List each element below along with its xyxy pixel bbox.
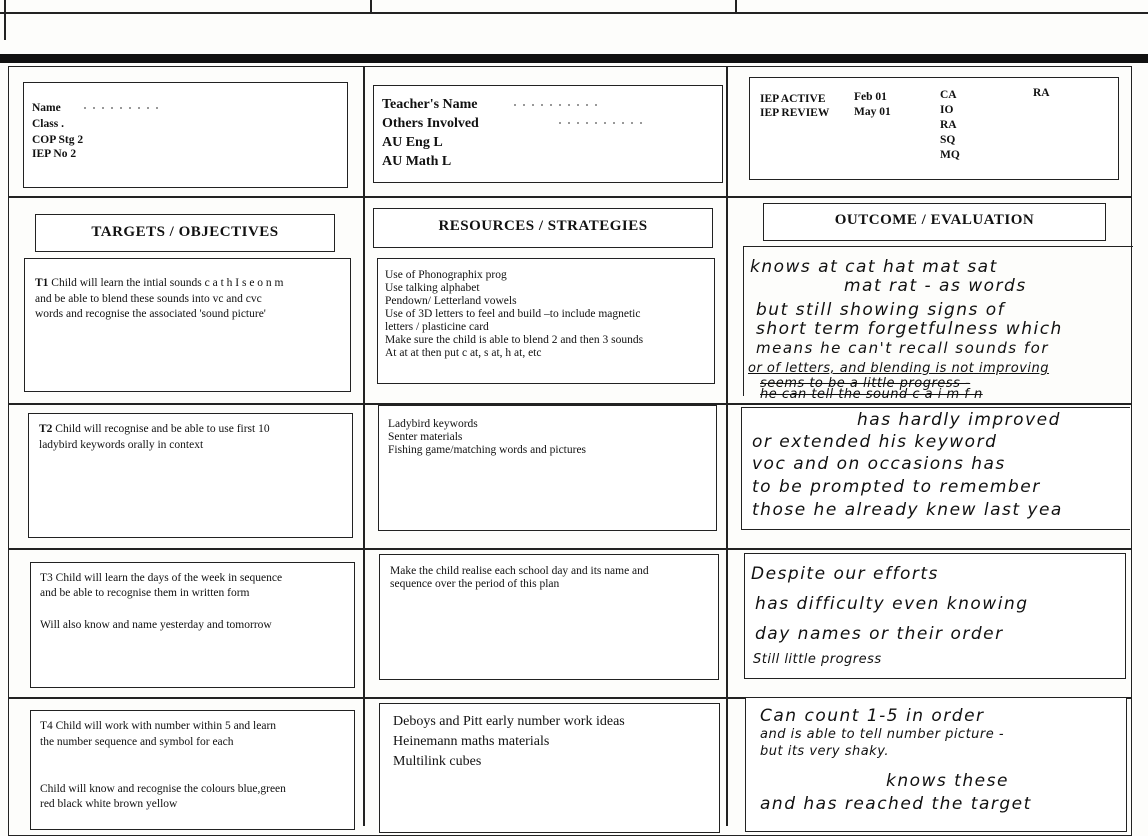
resource-item: Use talking alphabet [385,282,480,294]
row-divider-header [8,196,1132,198]
t3-outcome-line1: Despite our efforts [751,564,939,584]
class-label: Class . [32,118,64,130]
t4-target-line3: Child will know and recognise the colours blue,green [40,783,286,795]
t1-target-line2: and be able to blend these sounds into vc and cvc [35,293,262,305]
targets-header: TARGETS / OBJECTIVES [35,214,335,252]
t1-outcome-line4: short term forgetfulness which [756,319,1063,339]
column-divider-1 [363,66,365,826]
t4-outcome-line1: Can count 1-5 in order [760,706,985,726]
teacher-name-label: Teacher's Name [382,97,478,112]
iep-dates-box [749,77,1119,180]
row-divider-2 [8,548,1132,550]
resource-item: Deboys and Pitt early number work ideas [393,714,625,729]
outcome-header: OUTCOME / EVALUATION [763,203,1106,241]
resource-item: sequence over the period of this plan [390,578,560,590]
t1-outcome-line8: he can tell the sound c a i m f n [760,387,983,402]
t4-target-line2: the number sequence and symbol for each [40,736,234,748]
iep-active-label: IEP ACTIVE [760,93,826,105]
resource-item: At at at then put c at, s at, h at, etc [385,347,542,359]
t4-outcome-line4: knows these [886,771,1009,791]
student-info-box [23,82,348,188]
au-math-label: AU Math L [382,154,452,169]
redacted-teacher [514,104,604,106]
top-remnant-divider-1 [370,0,372,13]
mq-label: MQ [940,149,960,161]
name-label: Name [32,102,61,114]
t2-target-box [28,413,353,538]
resource-item: Ladybird keywords [388,418,478,430]
t3-outcome-line3: day names or their order [755,624,1004,644]
ra-label: RA [940,119,957,131]
t1-outcome-line5: means he can't recall sounds for [756,339,1050,357]
top-remnant-left-edge [4,0,6,40]
iep-number-label: IEP No 2 [32,148,77,160]
resource-item: Make the child realise each school day and its name and [390,565,649,577]
t3-target-line1: T3 Child will learn the days of the week in sequence [40,572,283,584]
ca-label: CA [940,89,957,101]
t4-outcome-line3: but its very shaky. [760,744,890,759]
t4-outcome-box [745,697,1127,832]
iep-active-value: Feb 01 [854,91,887,103]
t1-outcome-line7: seems to be a little progress - [760,376,971,391]
t1-outcome-line1: knows at cat hat mat sat [750,257,998,277]
t4-target-line4: red black white brown yellow [40,798,178,810]
t3-outcome-line4: Still little progress [753,652,882,667]
t1-target-line3: words and recognise the associated 'sound picture' [35,308,266,320]
redacted-others [559,122,649,124]
column-divider-2 [726,66,728,826]
t1-outcome-line6: or of letters, and blending is not improving [748,361,1050,376]
sq-label: SQ [940,134,956,146]
t1-outcome-line2: mat rat - as words [844,276,1027,296]
t4-target-box [30,710,355,830]
t2-target-line2: ladybird keywords orally in context [39,439,204,451]
io-label: IO [940,104,954,116]
resource-item: letters / plasticine card [385,321,489,333]
resource-item: Multilink cubes [393,754,482,769]
t1-outcome-box [743,246,1133,402]
resource-item: Make sure the child is able to blend 2 and then 3 sounds [385,334,644,346]
t1-target-box [24,258,351,392]
t4-target-line1: T4 Child will work with number within 5 and learn [40,720,277,732]
t2-outcome-line4: to be prompted to remember [752,477,1041,497]
t1-outcome-line3: but still showing signs of [756,300,1006,320]
resource-item: Heinemann maths materials [393,734,550,749]
au-eng-label: AU Eng L [382,135,443,150]
top-remnant-line [0,12,1148,14]
t4-outcome-line5: and has reached the target [760,794,1032,814]
t4-resources-box [379,703,720,833]
resource-item: Fishing game/matching words and pictures [388,444,587,456]
t3-outcome-line2: has difficulty even knowing [755,594,1029,614]
t2-outcome-line5: those he already knew last yea [752,500,1063,520]
t3-target-line3: Will also know and name yesterday and tomorrow [40,619,272,631]
t4-resources-list [393,712,625,772]
others-involved-label: Others Involved [382,116,479,131]
resource-item: Use of 3D letters to feel and build –to include magnetic [385,308,641,320]
resource-item: Senter materials [388,431,463,443]
t3-outcome-box [744,553,1126,679]
t2-resources-list [388,418,586,457]
t1-resources-box [377,258,715,384]
resource-item: Pendown/ Letterland vowels [385,295,517,307]
t2-outcome-line3: voc and on occasions has [752,454,1006,474]
t2-outcome-line1: has hardly improved [857,410,1061,430]
resources-header: RESOURCES / STRATEGIES [373,208,713,248]
resource-item: Use of Phonographix prog [385,269,507,281]
redacted-name [84,107,164,109]
t3-target-box [30,562,355,688]
t2-target-line1: T2 Child will recognise and be able to use first 10 [39,423,270,435]
t3-resources-list [390,565,649,591]
t1-resources-list [385,269,643,360]
t3-target-line2: and be able to recognise them in written form [40,587,250,599]
top-remnant-divider-2 [735,0,737,13]
t2-resources-box [378,405,717,531]
ra-right-label: RA [1033,87,1050,99]
iep-review-label: IEP REVIEW [760,107,830,119]
cop-stage-label: COP Stg 2 [32,134,84,146]
page-separator-bar [0,54,1148,63]
t4-outcome-line2: and is able to tell number picture - [760,727,1005,742]
t2-outcome-line2: or extended his keyword [752,432,998,452]
t3-resources-box [379,554,719,680]
iep-review-value: May 01 [854,106,891,118]
t2-outcome-box [741,407,1130,530]
t1-target-line1: T1 Child will learn the intial sounds c a t h I s e o n m [35,277,284,289]
staff-info-box [373,85,723,183]
